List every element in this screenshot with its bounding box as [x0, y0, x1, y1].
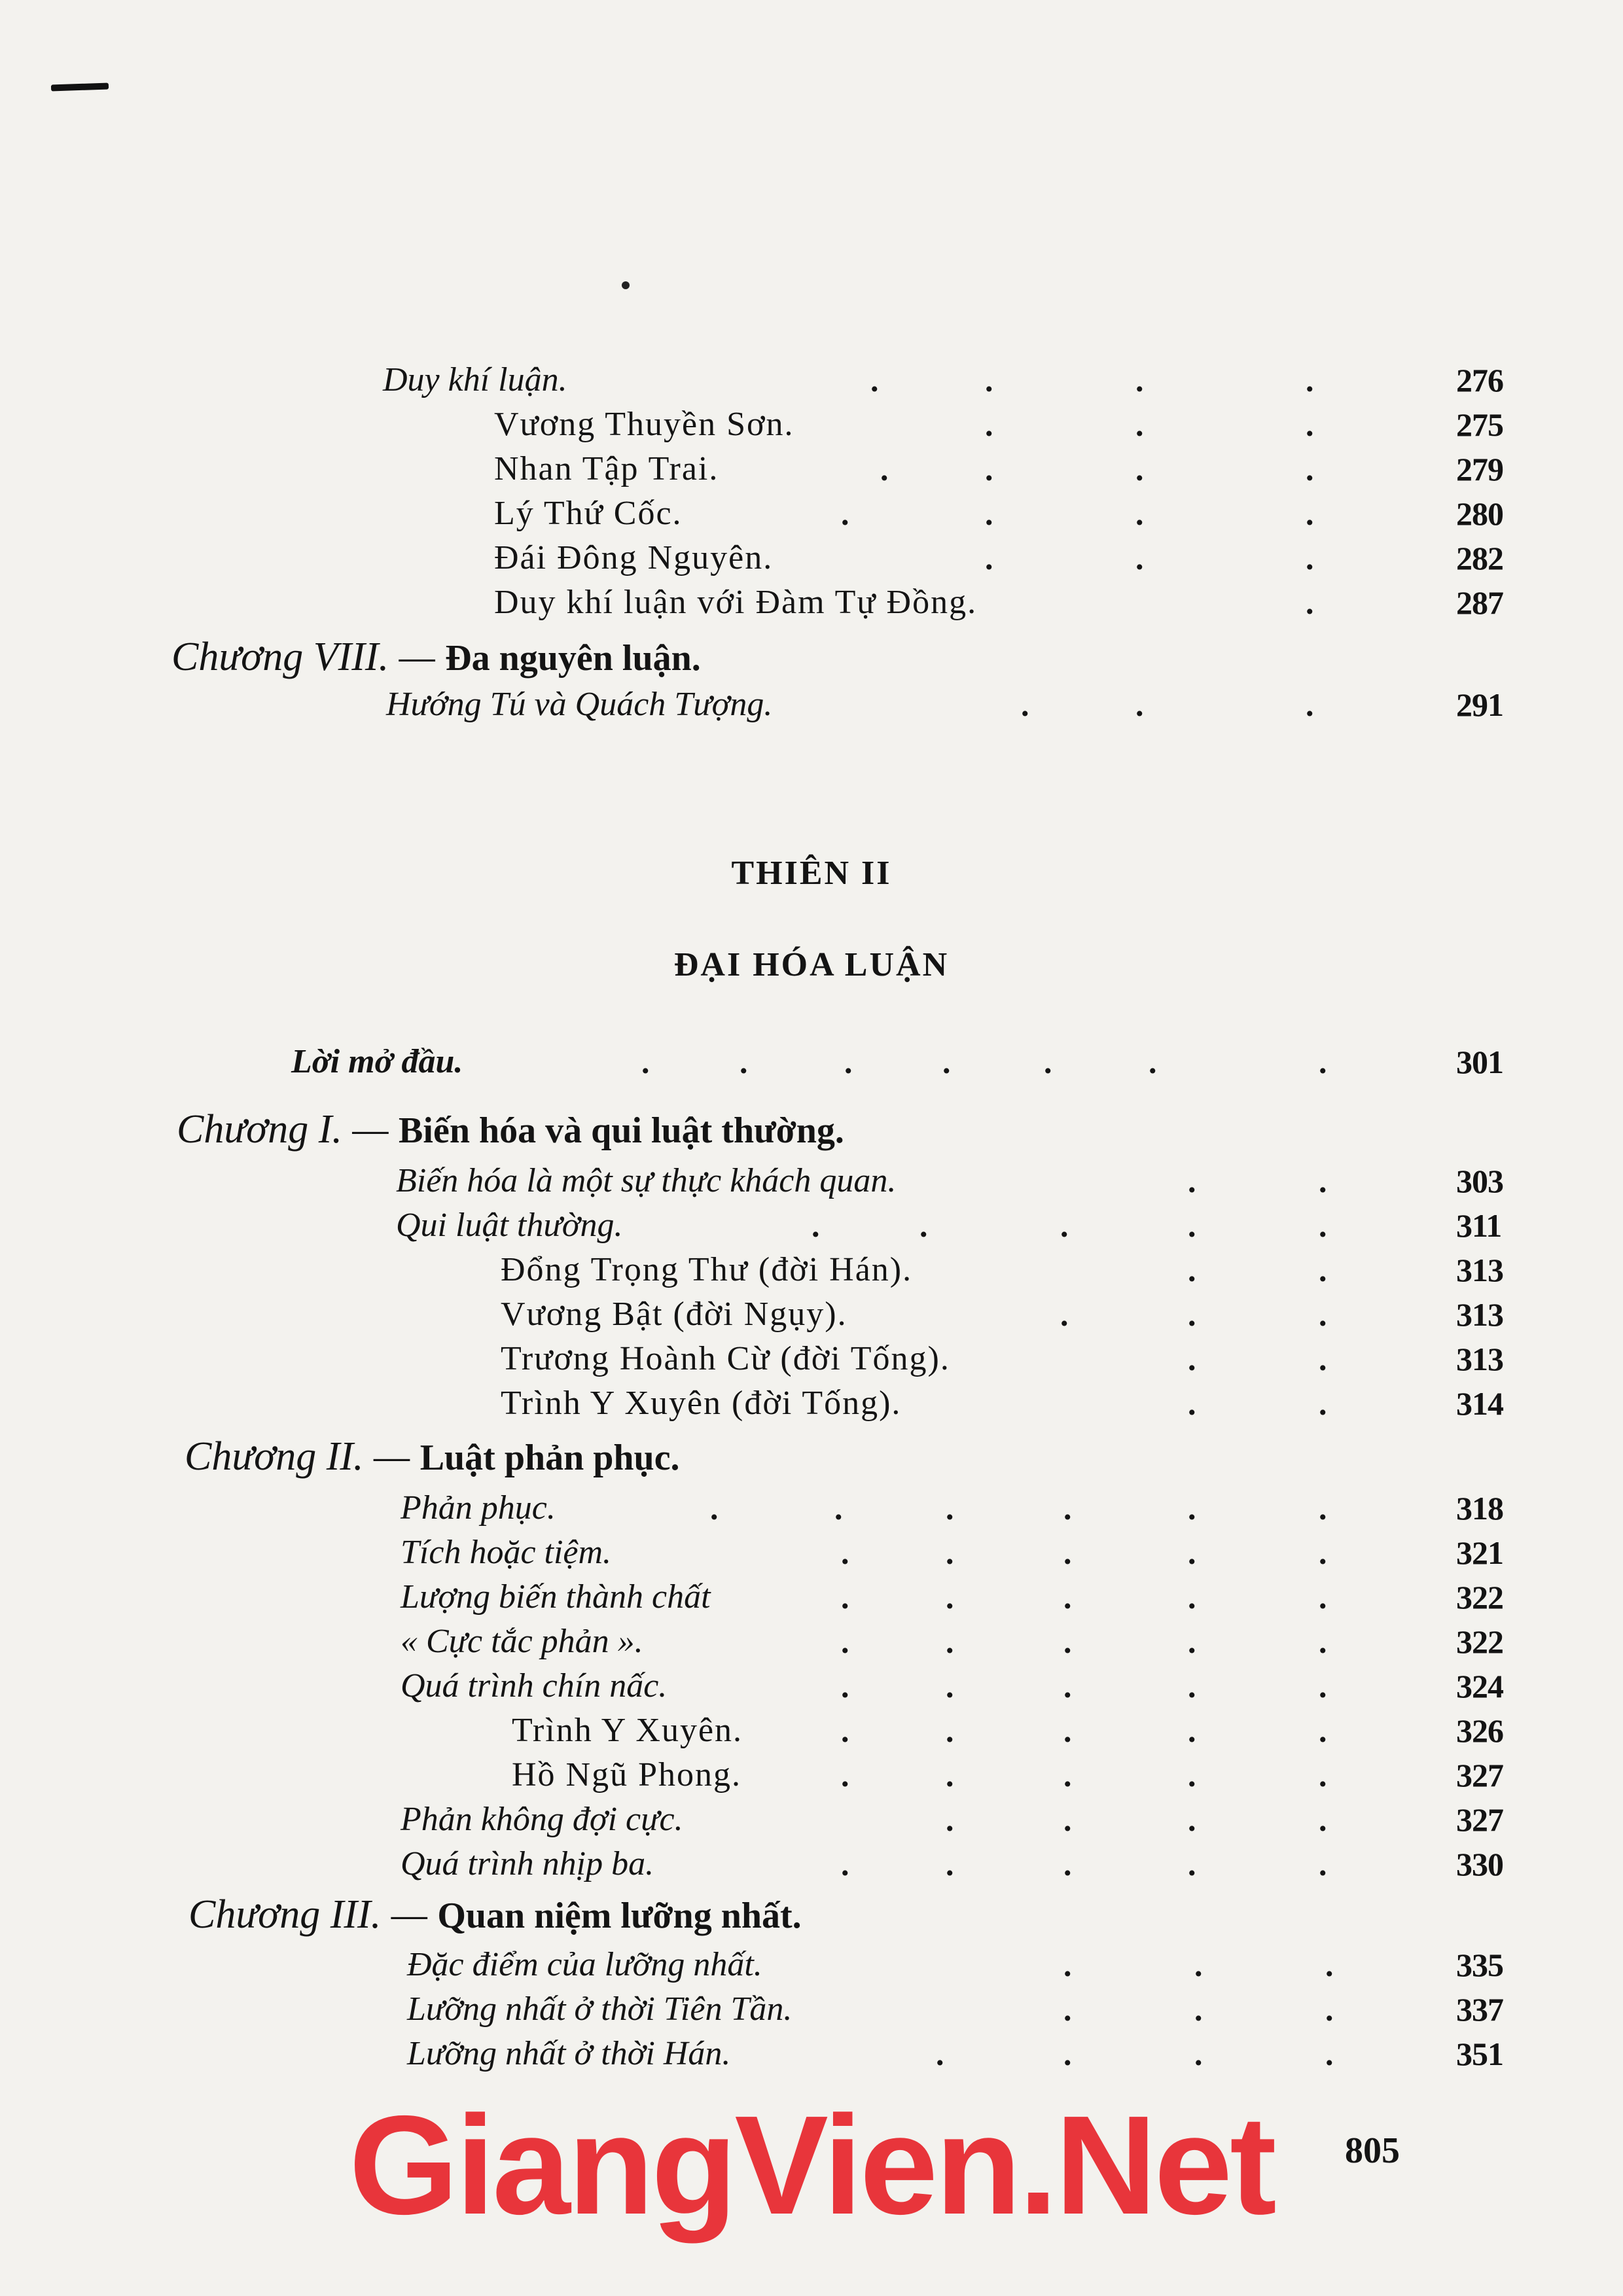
toc-entry-label: Hồ Ngũ Phong.	[512, 1756, 742, 1793]
toc-page-number: 275	[1456, 406, 1503, 443]
toc-page-number: 318	[1456, 1490, 1503, 1527]
toc-entry	[0, 1843, 1623, 1886]
toc-entry	[0, 1204, 1623, 1247]
toc-page-number: 303	[1456, 1163, 1503, 1199]
toc-entry-label: Nhan Tập Trai.	[494, 450, 719, 487]
chapter-prefix: Chương VIII. —	[171, 635, 435, 679]
toc-page-number: 330	[1456, 1846, 1503, 1882]
leader-dots: . . . . .	[841, 1712, 1327, 1749]
chapter-prefix: Chương II. —	[185, 1434, 410, 1479]
leader-dots: . . . . .	[841, 1846, 1327, 1882]
toc-entry-label: Trình Y Xuyên.	[512, 1712, 743, 1749]
leader-dots: . . .	[1063, 1991, 1334, 2028]
toc-entry-label: Lời mở đầu.	[291, 1043, 463, 1080]
scan-mark	[51, 82, 109, 91]
leader-dots: . . . .	[870, 362, 1314, 398]
toc-entry	[0, 492, 1623, 535]
toc-page-number: 327	[1456, 1757, 1503, 1793]
toc-entry	[0, 1665, 1623, 1708]
toc-page-number: 321	[1456, 1534, 1503, 1571]
toc-entry-label: Trương Hoành Cừ (đời Tống).	[501, 1340, 950, 1377]
toc-entry-label: Lượng biến thành chất	[401, 1578, 711, 1616]
toc-entry-label: Duy khí luận.	[383, 361, 567, 398]
chapter-heading	[0, 1433, 1623, 1480]
toc-entry	[0, 1988, 1623, 2031]
toc-entry	[0, 1382, 1623, 1425]
chapter-name: Quan niệm lưỡng nhất.	[437, 1896, 802, 1936]
leader-dots: . . . . .	[841, 1623, 1327, 1660]
chapter-heading	[0, 633, 1623, 680]
toc-entry-label: Vương Thuyền Sơn.	[494, 406, 794, 443]
toc-page-number: 291	[1456, 686, 1503, 723]
chapter-name: Biến hóa và qui luật thường.	[399, 1110, 844, 1151]
chapter-title	[171, 633, 701, 682]
toc-entry	[0, 1040, 1623, 1084]
toc-entry-label: Đặc điểm của lưỡng nhất.	[407, 1946, 762, 1983]
toc-entry	[0, 1337, 1623, 1381]
toc-entry-label: Lưỡng nhất ở thời Hán.	[407, 2035, 731, 2072]
leader-dots: . . . .	[936, 2036, 1334, 2072]
toc-page-number: 327	[1456, 1801, 1503, 1838]
toc-entry-label: Vương Bật (đời Ngụy).	[501, 1296, 847, 1333]
toc-entry-label: Quá trình nhịp ba.	[401, 1845, 654, 1882]
toc-page-number: 301	[1456, 1044, 1503, 1080]
leader-dots: . . .	[1060, 1296, 1327, 1333]
toc-page-number: 351	[1456, 2036, 1503, 2072]
toc-entry-label: « Cực tắc phản ».	[401, 1623, 643, 1660]
leader-dots: . . .	[985, 406, 1314, 443]
toc-entry-label: Phản không đợi cực.	[401, 1801, 683, 1838]
leader-dots: . . . . . .	[710, 1490, 1327, 1527]
toc-entry	[0, 1798, 1623, 1841]
chapter-prefix: Chương III. —	[188, 1892, 427, 1937]
chapter-prefix: Chương I. —	[177, 1107, 389, 1152]
scan-speck	[622, 281, 630, 289]
toc-entry	[0, 1293, 1623, 1336]
toc-entry-label: Phản phục.	[401, 1489, 556, 1527]
leader-dots: . .	[1188, 1385, 1327, 1422]
toc-entry	[0, 1159, 1623, 1203]
toc-entry-label: Lý Thứ Cốc.	[494, 495, 683, 532]
leader-dots: . . . .	[946, 1801, 1327, 1838]
toc-page-number: 313	[1456, 1296, 1503, 1333]
toc-entry-label: Tích hoặc tiệm.	[401, 1534, 612, 1571]
toc-entry	[0, 1620, 1623, 1663]
chapter-title	[185, 1433, 680, 1481]
toc-page-number: 326	[1456, 1712, 1503, 1749]
chapter-name: Đa nguyên luận.	[445, 638, 701, 679]
chapter-title	[177, 1106, 844, 1154]
leader-dots: . . . . .	[841, 1668, 1327, 1704]
toc-entry	[0, 1943, 1623, 1987]
leader-dots: . . . . . . .	[641, 1044, 1327, 1080]
toc-entry-label: Đổng Trọng Thư (đời Hán).	[501, 1251, 913, 1288]
toc-page-number: 324	[1456, 1668, 1503, 1704]
leader-dots: . .	[1188, 1341, 1327, 1377]
toc-page-number: 282	[1456, 540, 1503, 576]
toc-entry-label: Đái Đông Nguyên.	[494, 539, 774, 576]
leader-dots: . . .	[985, 540, 1314, 576]
toc-entry	[0, 581, 1623, 624]
toc-entry	[0, 1709, 1623, 1752]
toc-entry	[0, 448, 1623, 491]
toc-entry	[0, 403, 1623, 446]
toc-entry	[0, 1487, 1623, 1530]
leader-dots: . . . . .	[841, 1579, 1327, 1616]
leader-dots: . . .	[1063, 1947, 1334, 1983]
toc-entry-label: Duy khí luận với Đàm Tự Đồng.	[494, 584, 978, 621]
toc-page-number: 280	[1456, 495, 1503, 532]
leader-dots: .	[1306, 584, 1314, 621]
toc-page-number: 337	[1456, 1991, 1503, 2028]
leader-dots: . . .	[1021, 686, 1314, 723]
toc-page-number: 311	[1456, 1207, 1502, 1244]
toc-entry	[0, 1531, 1623, 1574]
toc-entry	[0, 683, 1623, 726]
leader-dots: . . . .	[841, 495, 1314, 532]
leader-dots: . . . . .	[812, 1207, 1327, 1244]
toc-entry-label: Trình Y Xuyên (đời Tống).	[501, 1385, 902, 1422]
section-title: ĐẠI HÓA LUẬN	[673, 946, 950, 983]
leader-dots: . .	[1188, 1252, 1327, 1288]
chapter-heading	[0, 1106, 1623, 1153]
toc-page-number: 313	[1456, 1341, 1503, 1377]
toc-entry	[0, 1576, 1623, 1619]
leader-dots: . . . . .	[841, 1757, 1327, 1793]
toc-page-number: 279	[1456, 451, 1503, 487]
leader-dots: . .	[1188, 1163, 1327, 1199]
toc-entry	[0, 537, 1623, 580]
chapter-heading	[0, 1891, 1623, 1938]
toc-page-number: 314	[1456, 1385, 1503, 1422]
toc-entry	[0, 359, 1623, 402]
toc-entry-label: Quá trình chín nấc.	[401, 1667, 668, 1704]
toc-page-number: 313	[1456, 1252, 1503, 1288]
toc-page-number: 322	[1456, 1623, 1503, 1660]
leader-dots: . . . . .	[841, 1534, 1327, 1571]
toc-entry-label: Lưỡng nhất ở thời Tiên Tần.	[407, 1990, 793, 2028]
page-number: 805	[1345, 2130, 1400, 2171]
toc-entry-label: Qui luật thường.	[396, 1207, 623, 1244]
chapter-title	[188, 1891, 802, 1939]
toc-entry-label: Biến hóa là một sự thực khách quan.	[396, 1162, 897, 1199]
section-heading: THIÊN II	[731, 855, 892, 892]
toc-page-number: 276	[1456, 362, 1503, 398]
toc-page-number: 287	[1456, 584, 1503, 621]
leader-dots: . . . .	[880, 451, 1314, 487]
toc-entry	[0, 1248, 1623, 1292]
watermark-logo: GiangVien.Net	[349, 2086, 1274, 2244]
toc-page-number: 335	[1456, 1947, 1503, 1983]
toc-page-number: 322	[1456, 1579, 1503, 1616]
toc-entry	[0, 1754, 1623, 1797]
chapter-name: Luật phản phục.	[419, 1438, 680, 1478]
toc-entry	[0, 2032, 1623, 2075]
toc-entry-label: Hướng Tú và Quách Tượng.	[386, 686, 773, 723]
